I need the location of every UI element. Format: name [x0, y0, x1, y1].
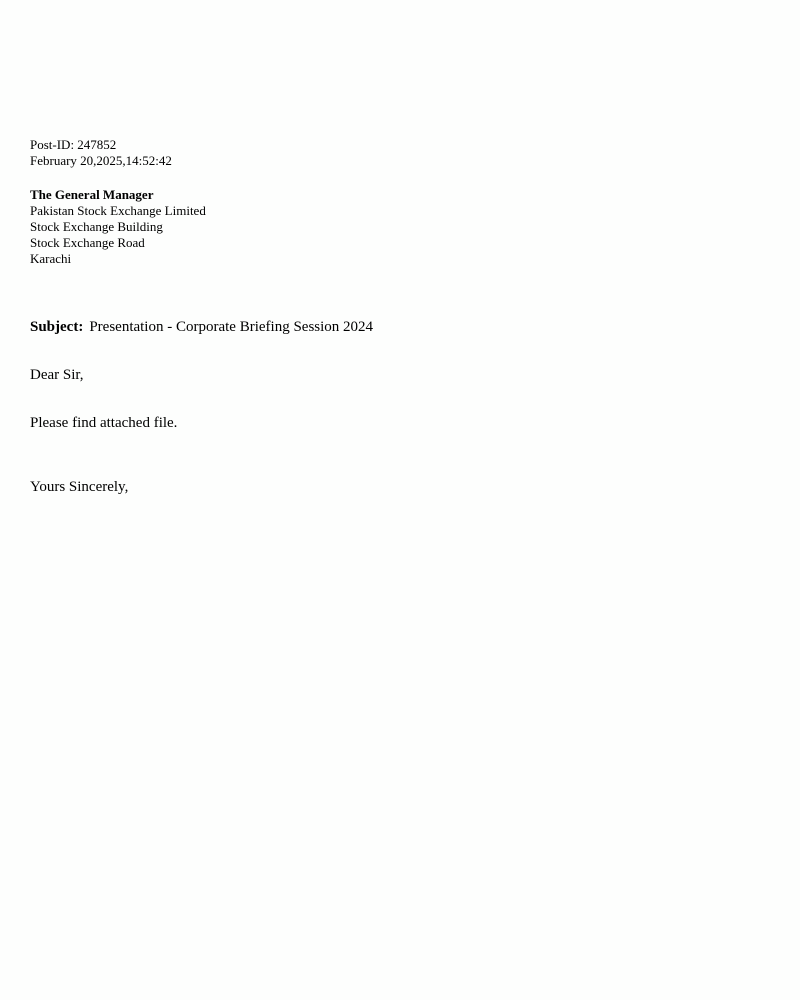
subject-text: Presentation - Corporate Briefing Session 2024 — [89, 319, 374, 335]
recipient-line-city: Karachi — [30, 251, 72, 266]
recipient-title: The General Manager — [30, 187, 154, 202]
subject-line — [30, 318, 373, 336]
recipient-line-road: Stock Exchange Road — [30, 235, 145, 250]
post-id: Post-ID: 247852 — [30, 137, 117, 152]
salutation: Dear Sir, — [30, 367, 84, 383]
recipient-line-company: Pakistan Stock Exchange Limited — [30, 203, 206, 218]
recipient-line-building: Stock Exchange Building — [30, 219, 163, 234]
closing: Yours Sincerely, — [30, 479, 129, 495]
message-text: Please find attached file. — [30, 415, 178, 431]
subject-label: Subject: — [30, 319, 84, 335]
post-datetime: February 20,2025,14:52:42 — [30, 153, 172, 168]
